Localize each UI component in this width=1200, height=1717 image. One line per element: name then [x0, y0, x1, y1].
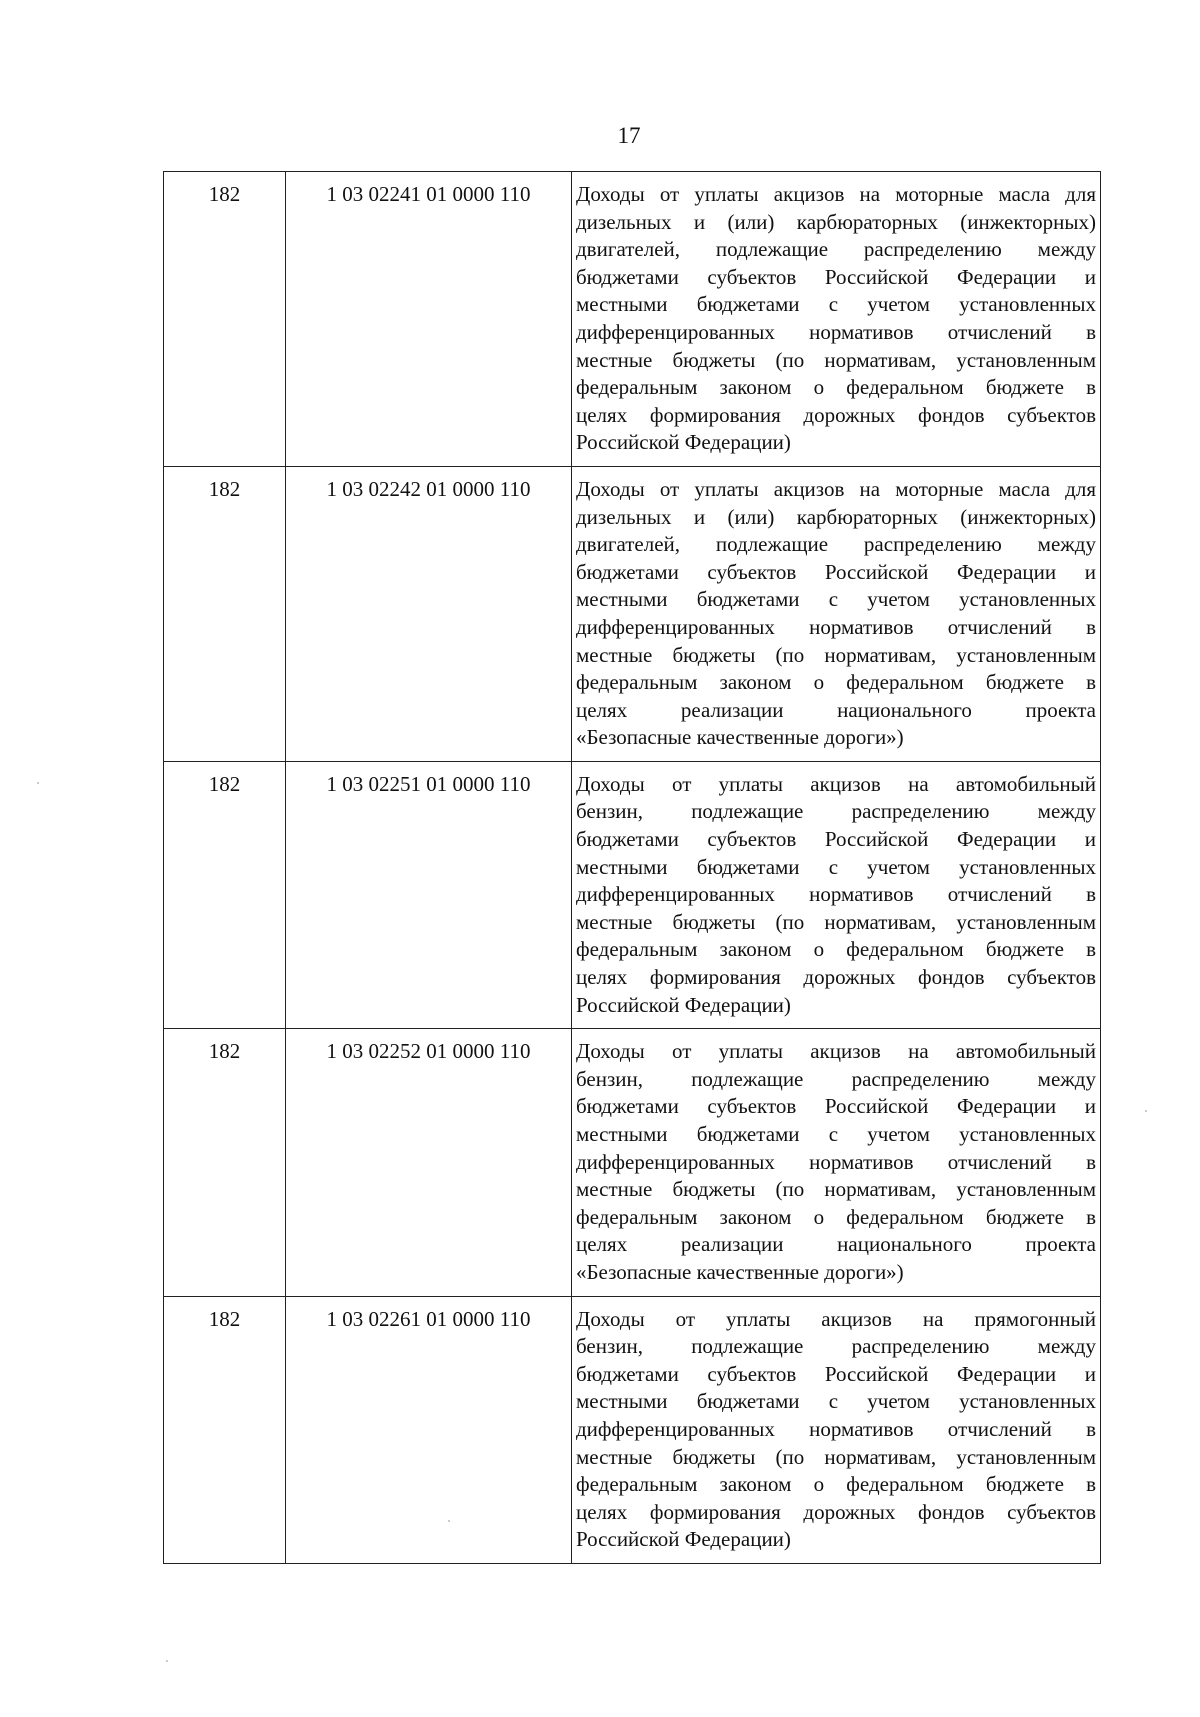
admin-code-cell: 182	[164, 1296, 286, 1563]
description-line: двигателей, подлежащие распределению между	[576, 237, 1096, 262]
budget-classification-code-cell: 1 03 02242 01 0000 110	[286, 466, 572, 761]
description-line: бензин, подлежащие распределению между	[576, 799, 1096, 824]
budget-classification-code-cell: 1 03 02261 01 0000 110	[286, 1296, 572, 1563]
description-line: «Безопасные качественные дороги»)	[576, 1259, 904, 1284]
description-line: дифференцированных нормативов отчислений в	[576, 319, 1096, 344]
description-line: целях реализации национального проекта	[576, 1232, 1096, 1257]
revenue-description-cell	[572, 1029, 1101, 1296]
description-line: федеральным законом о федеральном бюджете в	[576, 1472, 1096, 1497]
description-line: Доходы от уплаты акцизов на прямогонный	[576, 1306, 1096, 1331]
description-line: целях формирования дорожных фондов субъектов	[576, 402, 1096, 427]
description-line: дизельных и (или) карбюраторных (инжекторных)	[576, 209, 1096, 234]
budget-classification-code-cell: 1 03 02241 01 0000 110	[286, 172, 572, 467]
description-line: целях реализации национального проекта	[576, 697, 1096, 722]
description-line: дизельных и (или) карбюраторных (инжекторных)	[576, 504, 1096, 529]
description-line: местными бюджетами с учетом установленных	[576, 587, 1096, 612]
description-line: целях формирования дорожных фондов субъектов	[576, 965, 1096, 990]
description-line: бензин, подлежащие распределению между	[576, 1066, 1096, 1091]
revenue-description-cell	[572, 761, 1101, 1028]
revenue-codes-table	[163, 171, 1101, 1564]
scan-speck	[1145, 1110, 1147, 1112]
description-line: Российской Федерации)	[576, 1527, 791, 1552]
scan-speck	[166, 1660, 168, 1662]
table-row	[164, 761, 1101, 1028]
description-line: местные бюджеты (по нормативам, установленным	[576, 347, 1096, 372]
description-line: бюджетами субъектов Российской Федерации и	[576, 264, 1096, 289]
description-line: местными бюджетами с учетом установленных	[576, 1389, 1096, 1414]
description-line: федеральным законом о федеральном бюджете в	[576, 375, 1096, 400]
description-line: местными бюджетами с учетом установленных	[576, 1122, 1096, 1146]
description-line: дифференцированных нормативов отчислений в	[576, 882, 1096, 907]
description-line: федеральным законом о федеральном бюджете в	[576, 937, 1096, 962]
description-line: дифференцированных нормативов отчислений в	[576, 1416, 1096, 1441]
description-line: бюджетами субъектов Российской Федерации и	[576, 1361, 1096, 1386]
description-line: Доходы от уплаты акцизов на моторные масла для	[576, 476, 1096, 501]
budget-classification-code-cell: 1 03 02251 01 0000 110	[286, 761, 572, 1028]
table-row	[164, 172, 1101, 467]
description-line: местными бюджетами с учетом установленных	[576, 292, 1096, 317]
table-row	[164, 466, 1101, 761]
description-line: дифференцированных нормативов отчислений в	[576, 1149, 1096, 1174]
description-line: бензин, подлежащие распределению между	[576, 1334, 1096, 1359]
description-line: местные бюджеты (по нормативам, установленным	[576, 1177, 1096, 1202]
description-line: Российской Федерации)	[576, 992, 791, 1017]
admin-code-cell: 182	[164, 466, 286, 761]
description-line: федеральным законом о федеральном бюджете в	[576, 670, 1096, 695]
scan-speck	[37, 782, 39, 784]
description-line: федеральным законом о федеральном бюджете в	[576, 1204, 1096, 1229]
description-line: местные бюджеты (по нормативам, установленным	[576, 1444, 1096, 1469]
table-row	[164, 1029, 1101, 1296]
description-line: Российской Федерации)	[576, 430, 791, 455]
budget-classification-code-cell: 1 03 02252 01 0000 110	[286, 1029, 572, 1296]
revenue-description-cell	[572, 172, 1101, 467]
description-line: дифференцированных нормативов отчислений в	[576, 614, 1096, 639]
description-line: Доходы от уплаты акцизов на автомобильный	[576, 1039, 1096, 1064]
description-line: Доходы от уплаты акцизов на моторные масла для	[576, 182, 1096, 206]
page-number: 17	[617, 123, 641, 148]
table-row	[164, 1296, 1101, 1563]
revenue-description-cell	[572, 466, 1101, 761]
description-line: бюджетами субъектов Российской Федерации и	[576, 1094, 1096, 1119]
admin-code-cell: 182	[164, 1029, 286, 1296]
description-line: Доходы от уплаты акцизов на автомобильный	[576, 771, 1096, 796]
description-line: «Безопасные качественные дороги»)	[576, 725, 904, 750]
revenue-description-cell	[572, 1296, 1101, 1563]
admin-code-cell: 182	[164, 761, 286, 1028]
description-line: бюджетами субъектов Российской Федерации и	[576, 559, 1096, 584]
description-line: двигателей, подлежащие распределению между	[576, 532, 1096, 557]
description-line: местными бюджетами с учетом установленных	[576, 854, 1096, 879]
description-line: целях формирования дорожных фондов субъектов	[576, 1499, 1096, 1524]
description-line: местные бюджеты (по нормативам, установленным	[576, 909, 1096, 934]
description-line: местные бюджеты (по нормативам, установленным	[576, 642, 1096, 667]
scan-speck	[448, 1520, 450, 1522]
admin-code-cell: 182	[164, 172, 286, 467]
description-line: бюджетами субъектов Российской Федерации и	[576, 827, 1096, 852]
